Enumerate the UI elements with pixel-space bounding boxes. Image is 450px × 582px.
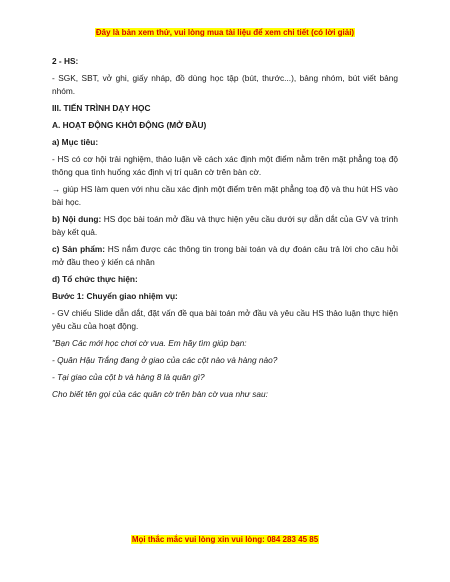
preview-notice-text: Đây là bản xem thử, vui lòng mua tài liệu để xem chi tiết (có lời giải) (95, 28, 355, 37)
objective-heading: a) Mục tiêu: (52, 137, 99, 147)
document-body (52, 55, 398, 405)
content-paragraph (52, 213, 398, 239)
section-heading-a: A. HOẠT ĐỘNG KHỞI ĐỘNG (MỞ ĐẦU) (52, 120, 207, 130)
question-3: Cho biết tên gọi của các quân cờ trên bàn cờ vua như sau: (52, 389, 268, 399)
question-intro: "Bạn Các mới học chơi cờ vua. Em hãy tìm giúp bạn: (52, 338, 247, 348)
product-label: c) Sản phẩm: (52, 244, 105, 254)
content-text: HS đọc bài toán mở đầu và thực hiện yêu cầu dưới sự dẫn dắt của GV và trình bày kết quả. (52, 214, 398, 237)
hs-heading: 2 - HS: (52, 56, 79, 66)
section-heading-3: III. TIẾN TRÌNH DẠY HỌC (52, 103, 151, 113)
product-text: HS nắm được các thông tin trong bài toán và dự đoán câu trả lời cho câu hỏi mở đầu theo ý kiến cá nhân (52, 244, 398, 267)
hs-materials: - SGK, SBT, vở ghi, giấy nháp, đồ dùng học tập (bút, thước...), bảng nhóm, bút viết bảng nhóm. (52, 73, 398, 96)
contact-banner (0, 535, 450, 545)
contact-text: Mọi thắc mắc vui lòng xin vui lòng: 084 283 45 85 (131, 535, 319, 544)
objective-text-1: - HS có cơ hội trải nghiệm, thảo luận về cách xác định một điểm nằm trên mặt phẳng toạ độ thông qua tình huống xác định vị trí quân cờ trên bàn cờ. (52, 154, 398, 177)
content-label: b) Nội dung: (52, 214, 102, 224)
question-1: - Quân Hậu Trắng đang ở giao của các cột nào và hàng nào? (52, 355, 278, 365)
preview-notice-banner (0, 28, 450, 38)
objective-text-2: → giúp HS làm quen với nhu cầu xác định một điểm trên mặt phẳng toạ độ và thu hút HS vào bài học. (52, 184, 398, 207)
product-paragraph (52, 243, 398, 269)
step-1-text: - GV chiếu Slide dẫn dắt, đặt vấn đề qua bài toán mở đầu và yêu cầu HS thảo luận thực hiện yêu cầu của hoạt động. (52, 308, 398, 331)
step-1-heading: Bước 1: Chuyển giao nhiệm vụ: (52, 291, 178, 301)
organization-heading: d) Tổ chức thực hiện: (52, 274, 138, 284)
question-2: - Tại giao của cột b và hàng 8 là quân gì? (52, 372, 205, 382)
